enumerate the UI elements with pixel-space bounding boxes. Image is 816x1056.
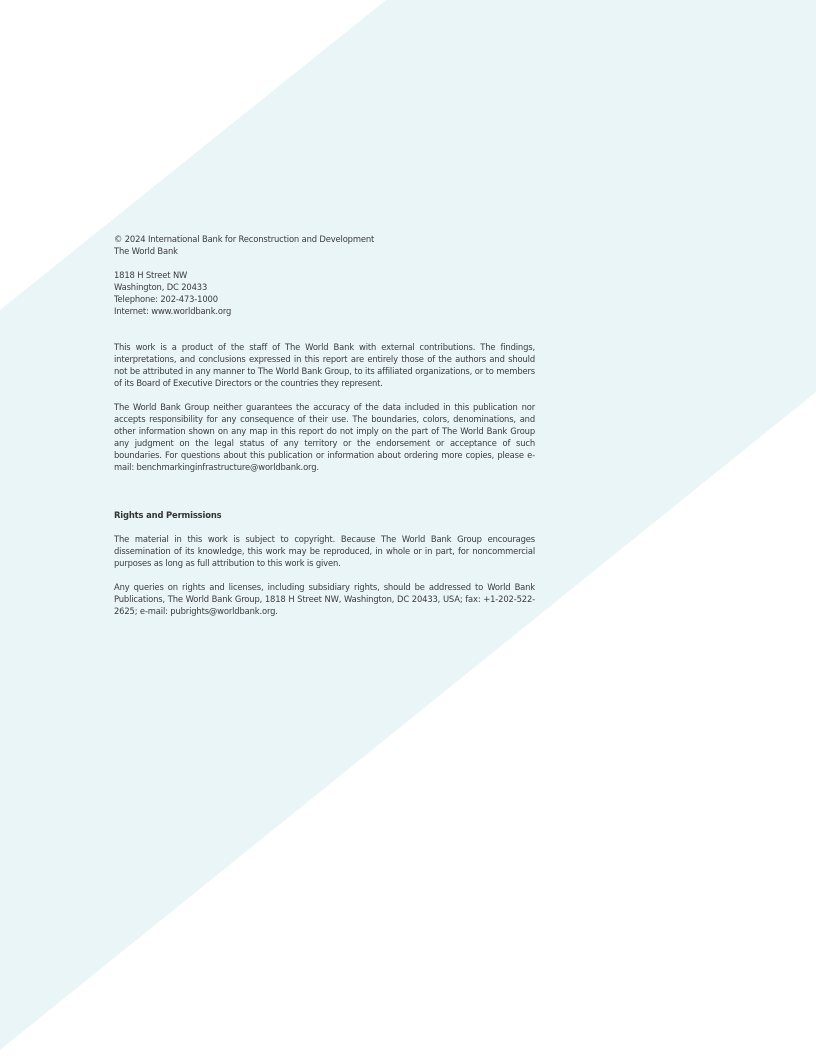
disclaimer-paragraph-2: The World Bank Group neither guarantees the accuracy of the data included in this publication nor accepts responsibility for any consequence of their use. The boundaries, colors, denominations, and other information shown on any map in this report do not imply on the part of The World Bank Group any judgment on the legal status of any territory or the endorsement or acceptance of such boundaries. For questions about this publication or information about ordering more copies, please e-mail: benchmarkinginfrastructure@worldbank.org. <box>114 402 535 472</box>
address-internet: Internet: www.worldbank.org <box>114 306 232 316</box>
address-city: Washington, DC 20433 <box>114 282 208 292</box>
disclaimer-paragraph-1: This work is a product of the staff of The World Bank with external contributions. The findings, interpretations, and conclusions expressed in this report are entirely those of the authors and should not be attributed in any manner to The World Bank Group, to its affiliated organizations, or to members of its Board of Executive Directors or the countries they represent. <box>114 342 535 388</box>
rights-paragraph-2: Any queries on rights and licenses, including subsidiary rights, should be addressed to World Bank Publications, The World Bank Group, 1818 H Street NW, Washington, DC 20433, USA; fax: +1-202-522-2625; e-mail: pubrights@worldbank.org. <box>114 582 535 616</box>
address-telephone: Telephone: 202-473-1000 <box>114 294 218 304</box>
rights-paragraph-1: The material in this work is subject to copyright. Because The World Bank Group encourages dissemination of its knowledge, this work may be reproduced, in whole or in part, for noncommercial purposes as long as full attribution to this work is given. <box>114 534 535 568</box>
publisher-name: The World Bank <box>114 246 178 256</box>
address-street: 1818 H Street NW <box>114 270 188 280</box>
rights-heading: Rights and Permissions <box>114 510 222 520</box>
copyright-line: © 2024 International Bank for Reconstruction and Development <box>114 234 375 244</box>
copyright-page-content <box>114 233 535 617</box>
